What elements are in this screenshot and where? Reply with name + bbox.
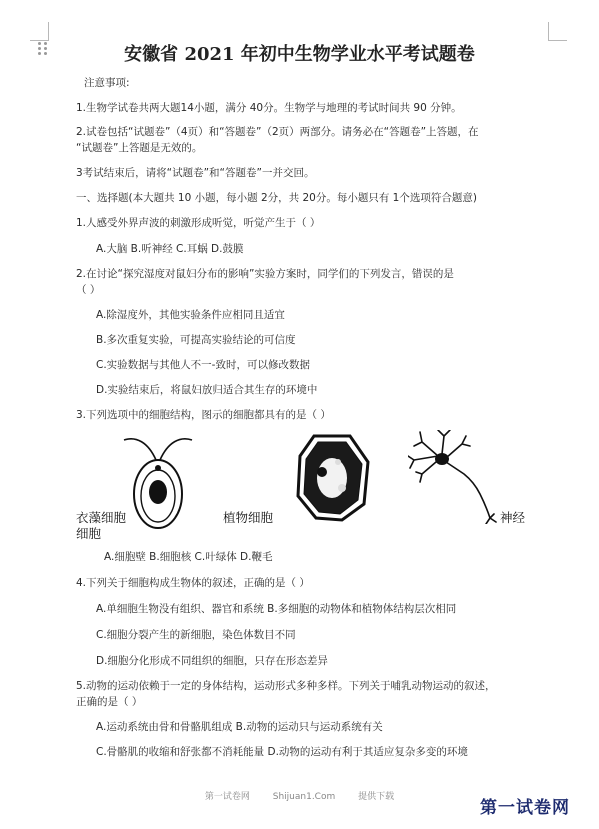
question-option: A.运动系统由骨和骨骼肌组成 B.动物的运动只与运动系统有关 [96, 721, 383, 733]
chlamydomonas-cell-figure [118, 432, 198, 532]
question-options: A.大脑 B.听神经 C.耳蜗 D.鼓膜 [96, 243, 244, 255]
question-option: D.细胞分化形成不同组织的细胞，只存在形态差异 [96, 655, 328, 667]
section-heading: 一、选择题(本大题共 10 小题，每小题 2分，共 20分。每小题只有 1个选项符合题意) [76, 192, 477, 204]
question-option: D.实验结束后，将鼠妇放归适合其生存的环境中 [96, 384, 318, 396]
question-option: A.除湿度外，其他实验条件应相同且适宜 [96, 309, 285, 321]
page-title: 安徽省 2021 年初中生物学业水平考试题卷 [124, 44, 475, 65]
question-option: C.骨骼肌的收缩和舒张都不消耗能量 D.动物的运动有利于其适应复杂多变的环境 [96, 746, 468, 758]
crop-mark-top-right [548, 22, 567, 41]
question-option: C.实验数据与其他人不一-致时，可以修改数据 [96, 359, 310, 371]
notice-item: “试题卷”上答题是无效的。 [76, 142, 203, 154]
question-stem: 3.下列选项中的细胞结构，图示的细胞都具有的是（ ） [76, 409, 331, 421]
plant-cell-figure [292, 432, 372, 524]
footer-download-note: 提供下载 [358, 792, 395, 802]
question-stem: 正确的是（ ） [76, 696, 143, 708]
question-option: C.细胞分裂产生的新细胞，染色体数目不同 [96, 629, 296, 641]
question-stem: （ ） [76, 284, 101, 296]
question-stem: 2.在讨论“探究湿度对鼠妇分布的影响”实验方案时，同学们的下列发言，错误的是 [76, 268, 454, 280]
question-stem: 5.动物的运动依赖于一定的身体结构，运动形式多种多样。下列关于哺乳动物运动的叙述， [76, 680, 496, 692]
footer-site-url[interactable]: Shijuan1.Com [272, 792, 336, 802]
question-stem: 4.下列关于细胞构成生物体的叙述，正确的是（ ） [76, 577, 310, 589]
question-options: A.细胞壁 B.细胞核 C.叶绿体 D.鞭毛 [104, 551, 273, 563]
watermark-logo: 第一试卷网 [480, 798, 570, 818]
figure-caption: 植物细胞 [223, 510, 274, 525]
neuron-cell-figure [408, 430, 504, 524]
notice-item: 1.生物学试卷共两大题14小题，满分 40分。生物学与地理的考试时间共 90 分钟。 [76, 102, 462, 114]
notice-heading: 注意事项: [84, 77, 130, 89]
notice-item: 3考试结束后，请将“试题卷”和“答题卷”一并交回。 [76, 167, 315, 179]
crop-mark-top-left [30, 22, 49, 41]
figure-caption: 细胞 [76, 526, 102, 541]
question-option: B.多次重复实验，可提高实验结论的可信度 [96, 334, 296, 346]
figure-caption: 神经 [500, 510, 526, 525]
footer-site-name: 第一试卷网 [204, 792, 250, 802]
figure-caption: 衣藻细胞 [76, 510, 127, 525]
question-option: A.单细胞生物没有组织、器官和系统 B.多细胞的动物体和植物体结构层次相同 [96, 603, 457, 615]
question-stem: 1.人感受外界声波的刺激形成听觉，听觉产生于（ ） [76, 217, 321, 229]
notice-item: 2.试卷包括“试题卷”（4页）和“答题卷”（2页）两部分。请务必在“答题卷”上答题，在 [76, 126, 479, 138]
